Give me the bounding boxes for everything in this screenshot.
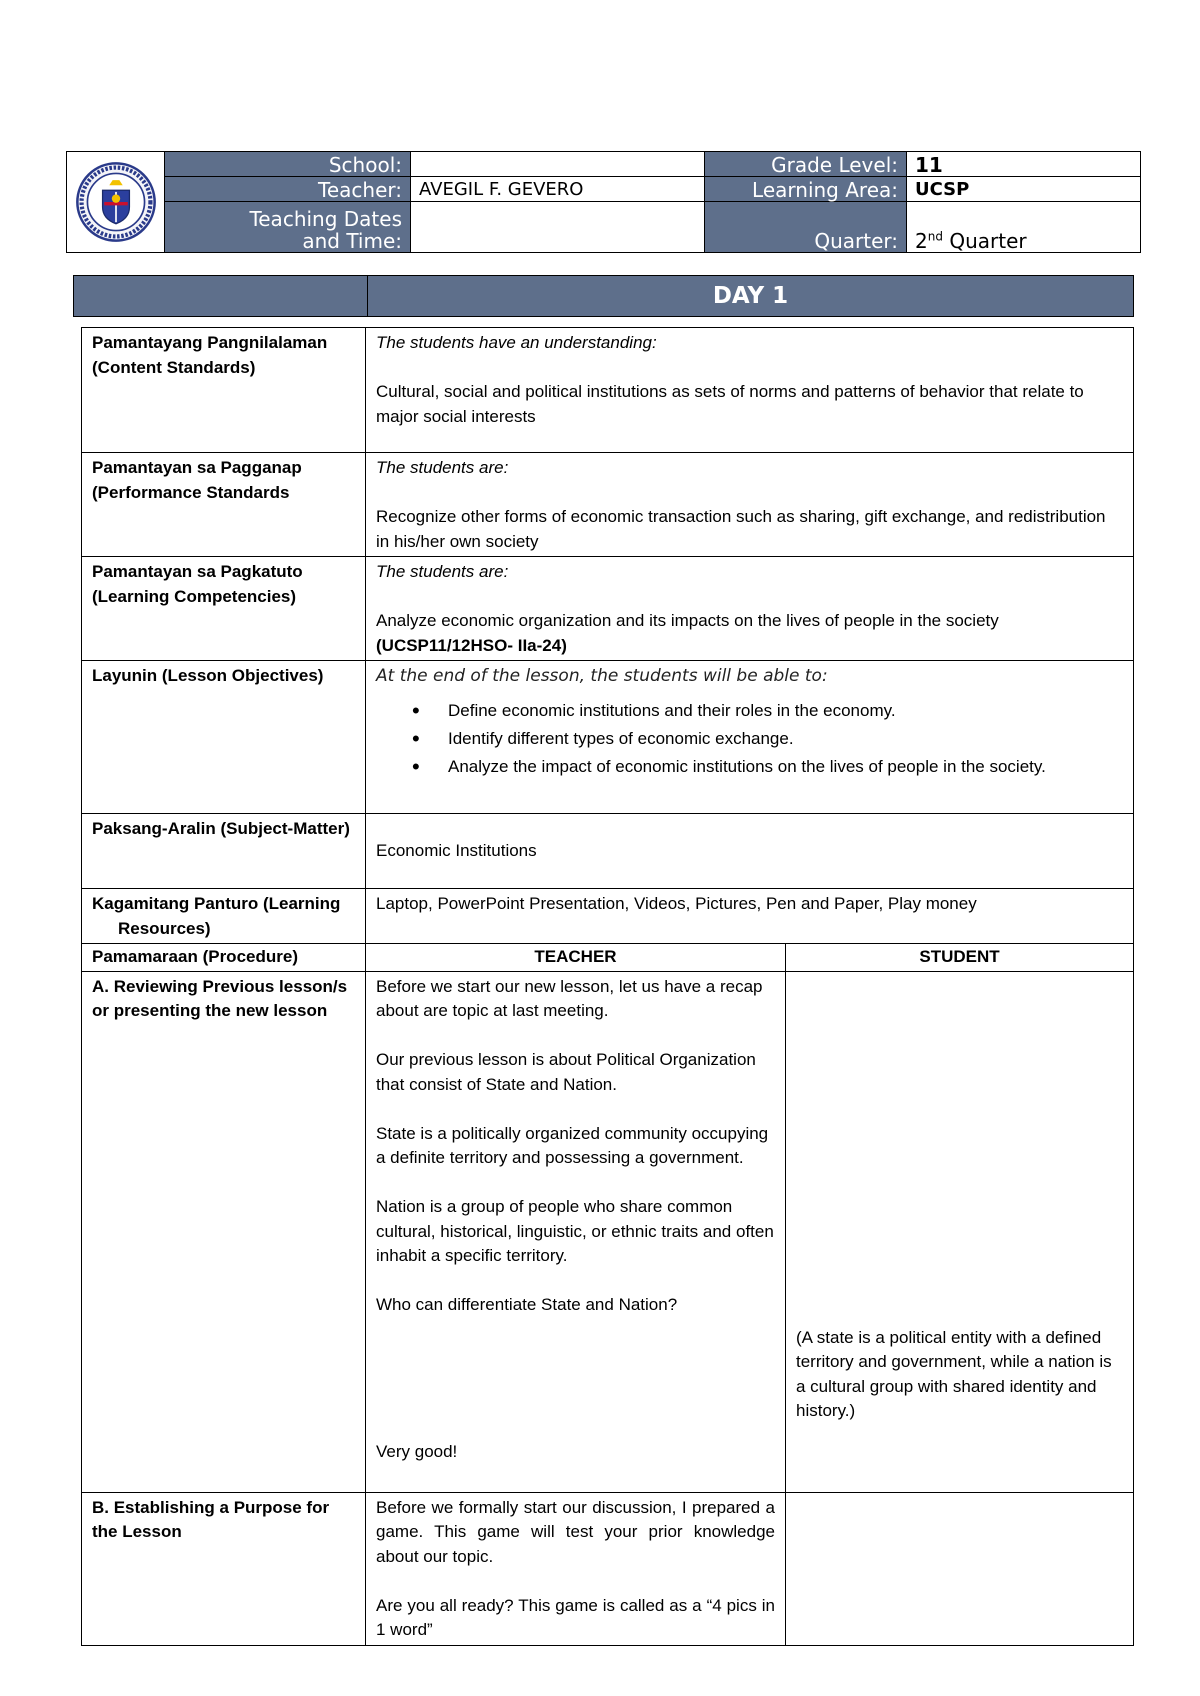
learning-competencies-label-line2: (Learning Competencies)	[92, 586, 297, 606]
section-a-student-p1: (A state is a political entity with a defined territory and government, while a nation is a cultural group with shared identity and history.)	[796, 1327, 1112, 1420]
grade-level-value: 11	[907, 152, 1141, 177]
lesson-plan-table	[81, 327, 1134, 1646]
school-value	[411, 152, 705, 177]
content-standards-intro: The students have an understanding:	[376, 333, 657, 352]
section-b-student	[786, 1492, 1134, 1645]
day-bar	[73, 275, 1134, 317]
section-a-teacher-p3: State is a politically organized community occupying a definite territory and possessing a government.	[376, 1123, 769, 1167]
row-objectives	[82, 661, 1134, 814]
learning-competencies-intro: The students are:	[376, 562, 509, 581]
row-performance-standards	[82, 453, 1134, 557]
section-b-teacher	[366, 1492, 786, 1645]
teaching-dates-label	[165, 202, 411, 253]
resources-value: Laptop, PowerPoint Presentation, Videos, Pictures, Pen and Paper, Play money	[366, 889, 1134, 944]
learning-competencies-text: Analyze economic organization and its impacts on the lives of people in the society	[376, 611, 999, 630]
teaching-dates-label-line1: Teaching Dates	[249, 207, 402, 231]
section-b-label: B. Establishing a Purpose for the Lesson	[82, 1492, 366, 1645]
learning-competencies-code: (UCSP11/12HSO- IIa-24)	[376, 635, 567, 655]
section-a-teacher-p1: Before we start our new lesson, let us have a recap about are topic at last meeting.	[376, 976, 763, 1020]
row-section-a	[82, 971, 1134, 1492]
subject-matter-label: Paksang-Aralin (Subject-Matter)	[82, 814, 366, 889]
deped-seal-icon	[74, 160, 158, 244]
learning-competencies-label-line1: Pamantayan sa Pagkatuto	[92, 562, 303, 581]
learning-competencies-label	[82, 557, 366, 661]
grade-level-label: Grade Level:	[705, 152, 907, 177]
content-standards-label-line2: (Content Standards)	[92, 357, 256, 377]
section-a-student	[786, 971, 1134, 1492]
header-table	[66, 151, 1141, 253]
quarter-label: Quarter:	[705, 202, 907, 253]
objectives-intro: At the end of the lesson, the students will be able to:	[376, 666, 828, 686]
row-content-standards	[82, 328, 1134, 453]
objectives-label: Layunin (Lesson Objectives)	[82, 661, 366, 814]
section-a-teacher-p6: Very good!	[376, 1441, 458, 1461]
objective-item: • Identify different types of economic exchange.	[376, 725, 1123, 753]
teaching-dates-label-line2: and Time:	[302, 229, 402, 253]
content-standards-text: Cultural, social and political institutions as sets of norms and patterns of behavior that relate to major social interests	[376, 382, 1084, 426]
row-resources	[82, 889, 1134, 944]
learning-area-value: UCSP	[907, 177, 1141, 202]
school-label: School:	[165, 152, 411, 177]
objectives-list	[376, 697, 1123, 781]
quarter-value	[907, 202, 1141, 253]
objectives-value	[366, 661, 1134, 814]
quarter-suffix: nd	[927, 229, 943, 244]
subject-matter-value: Economic Institutions	[366, 814, 1134, 889]
teacher-label: Teacher:	[165, 177, 411, 202]
performance-standards-text: Recognize other forms of economic transaction such as sharing, gift exchange, and redistribution in his/her own society	[376, 507, 1106, 551]
section-a-label: A. Reviewing Previous lesson/s or presenting the new lesson	[82, 971, 366, 1492]
section-a-teacher-p5: Who can differentiate State and Nation?	[376, 1295, 678, 1314]
logo-cell	[67, 152, 165, 253]
row-procedure	[82, 944, 1134, 972]
content-standards-value	[366, 328, 1134, 453]
performance-standards-value	[366, 453, 1134, 557]
performance-standards-intro: The students are:	[376, 458, 509, 477]
quarter-number: 2	[915, 229, 928, 253]
teacher-value: AVEGIL F. GEVERO	[411, 177, 705, 202]
day-bar-blank	[74, 276, 368, 317]
section-b-teacher-p1: Before we formally start our discussion, I prepared a game. This game will test your prior knowledge about our topic.	[376, 1497, 775, 1566]
teacher-column-header: TEACHER	[366, 944, 786, 972]
row-subject-matter	[82, 814, 1134, 889]
objective-item: • Define economic institutions and their roles in the economy.	[376, 697, 1123, 725]
learning-competencies-value	[366, 557, 1134, 661]
row-learning-competencies	[82, 557, 1134, 661]
resources-label: Kagamitang Panturo (Learning Resources)	[82, 889, 366, 944]
performance-standards-label-line2: (Performance Standards	[92, 482, 290, 502]
section-b-teacher-p2: Are you all ready? This game is called as a “4 pics in 1 word”	[376, 1595, 775, 1639]
performance-standards-label	[82, 453, 366, 557]
section-a-teacher	[366, 971, 786, 1492]
row-section-b	[82, 1492, 1134, 1645]
teaching-dates-value	[411, 202, 705, 253]
content-standards-label-line1: Pamantayang Pangnilalaman	[92, 333, 328, 352]
student-column-header: STUDENT	[786, 944, 1134, 972]
content-standards-label	[82, 328, 366, 453]
quarter-word: Quarter	[942, 229, 1027, 253]
learning-area-label: Learning Area:	[705, 177, 907, 202]
procedure-label: Pamamaraan (Procedure)	[82, 944, 366, 972]
section-a-teacher-p4: Nation is a group of people who share common cultural, historical, linguistic, or ethnic traits and often inhabit a specific territory.	[376, 1197, 774, 1265]
day-title: DAY 1	[368, 276, 1134, 317]
performance-standards-label-line1: Pamantayan sa Pagganap	[92, 458, 302, 477]
objective-item: • Analyze the impact of economic institutions on the lives of people in the society.	[376, 753, 1123, 781]
section-a-teacher-p2: Our previous lesson is about Political Organization that consist of State and Nation.	[376, 1050, 756, 1094]
